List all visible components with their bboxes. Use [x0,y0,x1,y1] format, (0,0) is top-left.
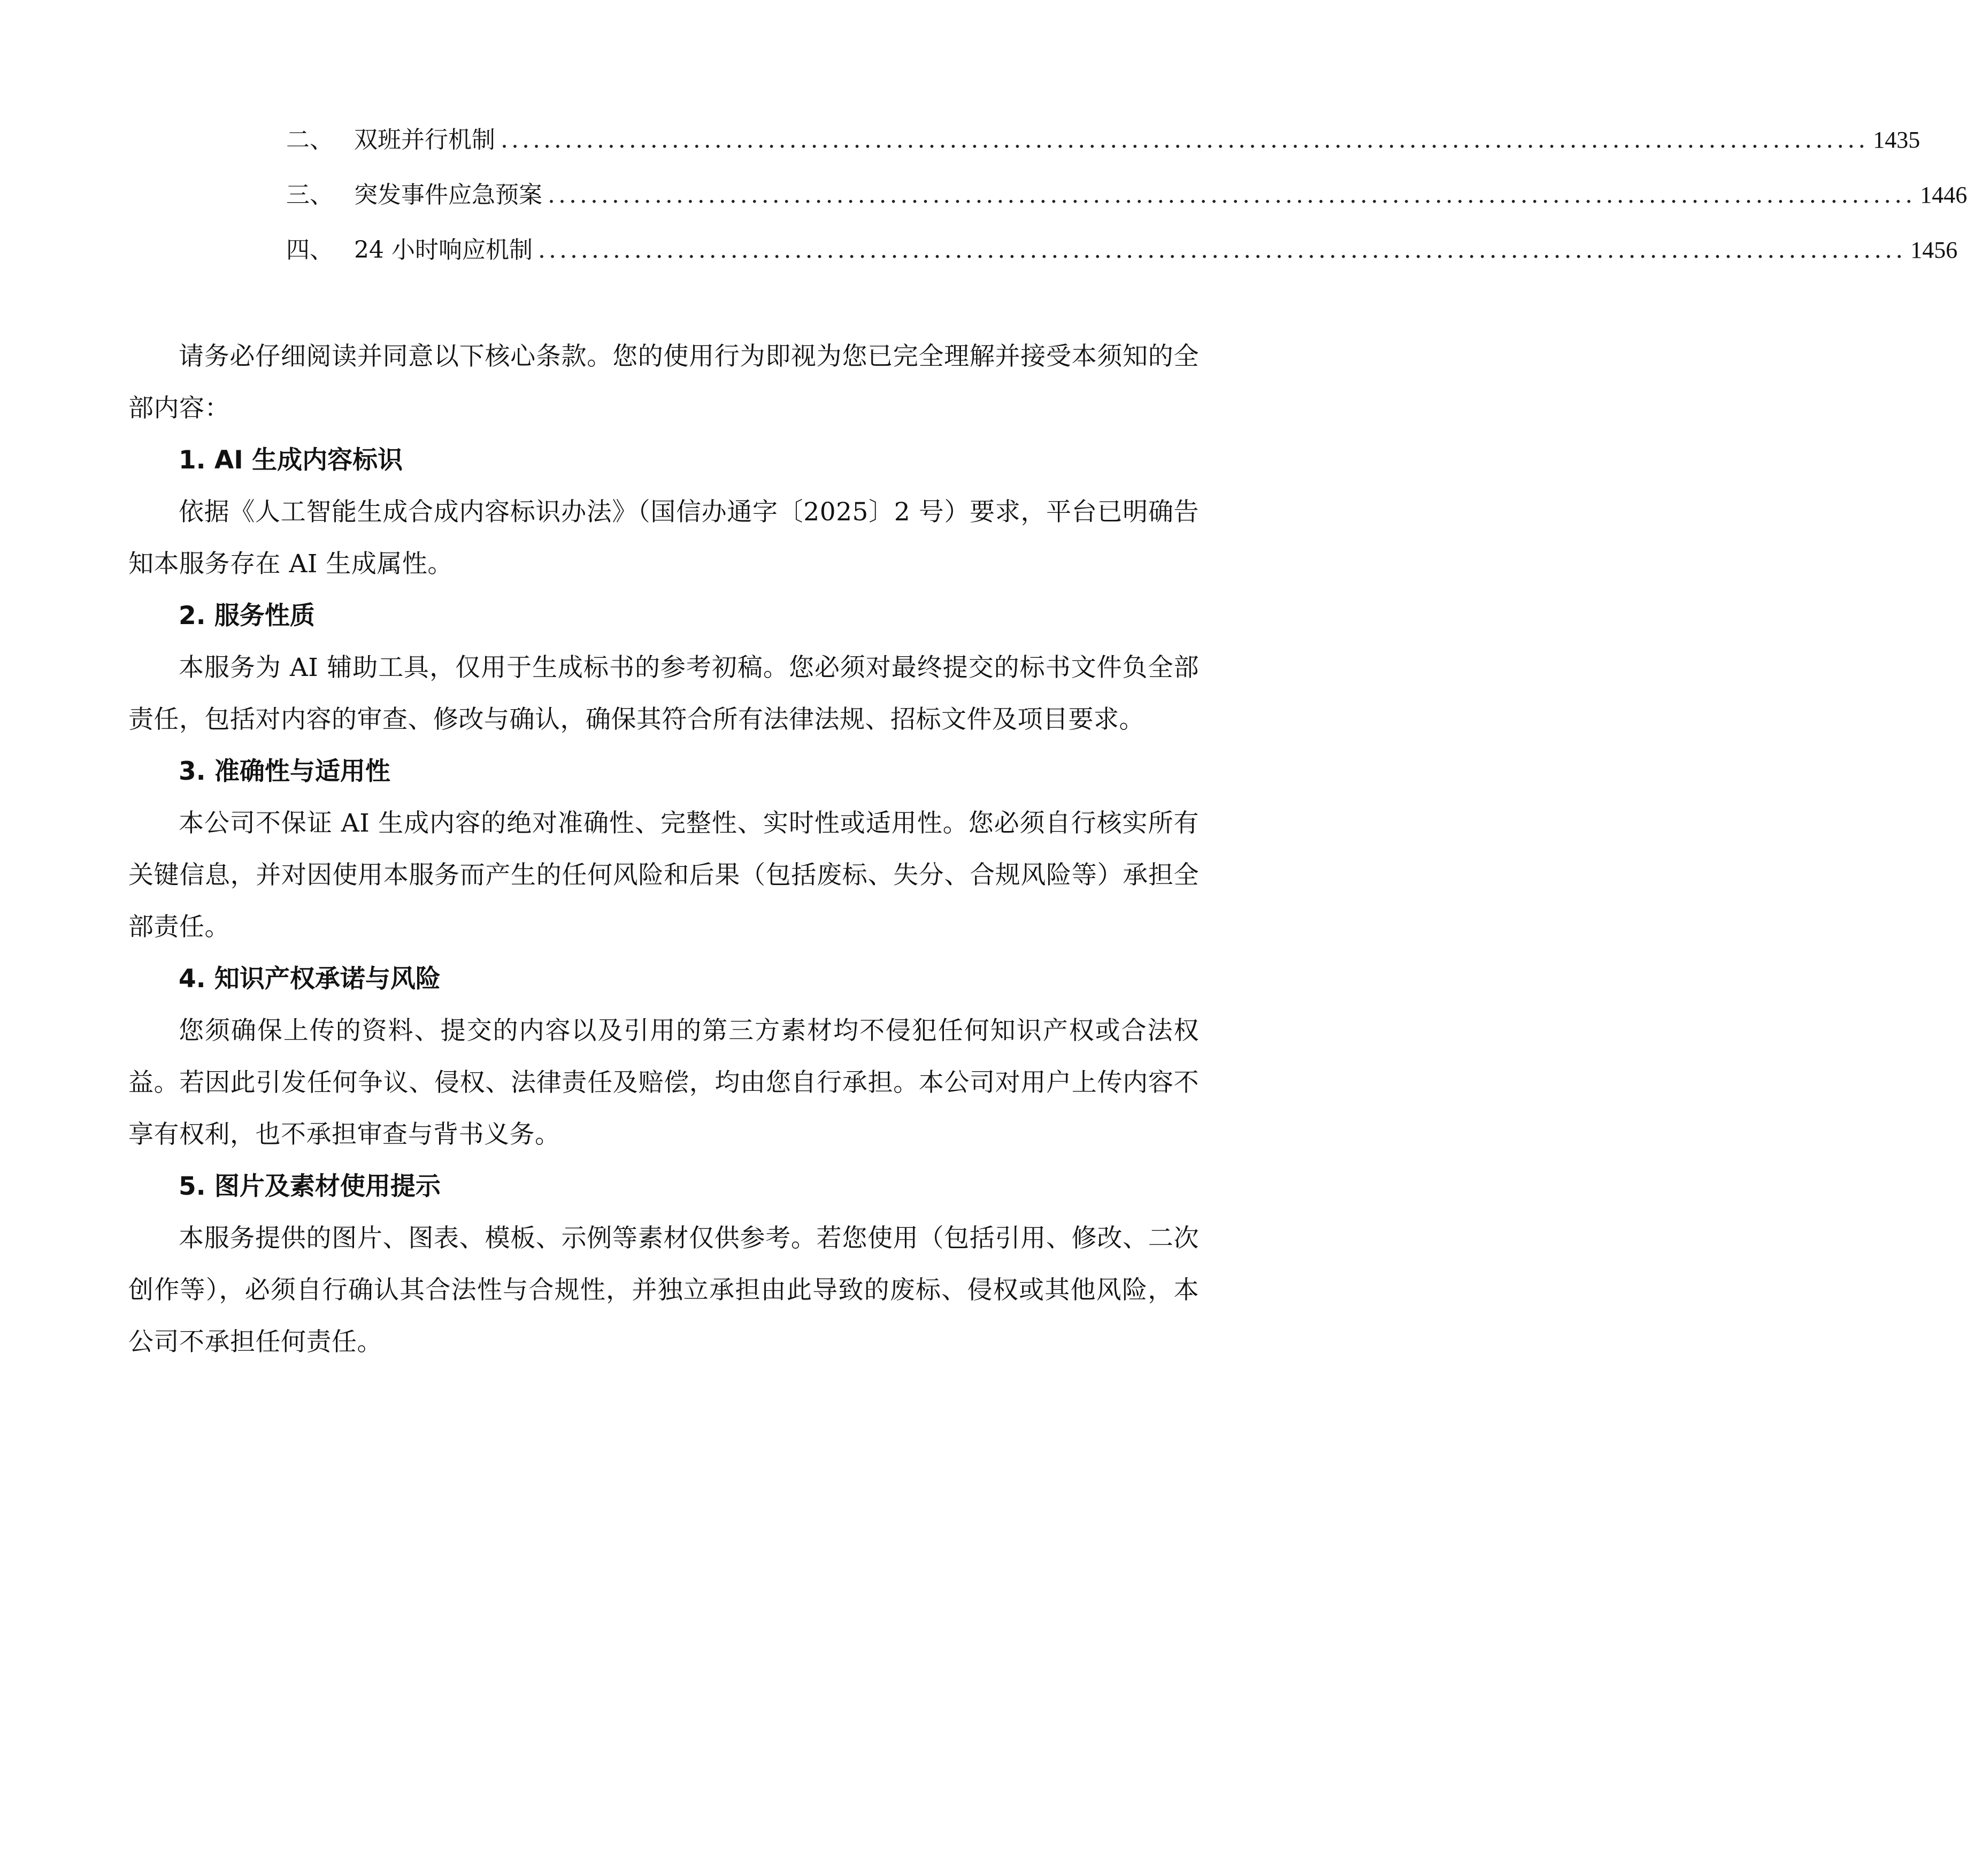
intro-paragraph: 请务必仔细阅读并同意以下核心条款。您的使用行为即视为您已完全理解并接受本须知的全部内容： [128,342,1199,423]
section-heading-ai-label: 1. AI 生成内容标识 [179,445,403,475]
notice-content [128,330,1199,1368]
toc-entry-number: 四、 [286,236,333,264]
toc-entry[interactable] [286,234,1958,289]
toc-entry-page: 1435 [1873,127,1920,153]
section-heading-service-nature: 2. 服务性质 [179,601,315,631]
table-of-contents [286,124,1967,289]
section-body-ai-label: 依据《人工智能生成合成内容标识办法》（国信办通字〔2025〕2 号）要求，平台已明确告知本服务存在 AI 生成属性。 [128,497,1199,579]
toc-entry[interactable] [286,179,1967,234]
toc-entry-title: 双班并行机制 [354,126,495,153]
section-body-ip-risk: 您须确保上传的资料、提交的内容以及引用的第三方素材均不侵犯任何知识产权或合法权益。若因此引发任何争议、侵权、法律责任及赔偿，均由您自行承担。本公司对用户上传内容不享有权利，也不承担审查与背书义务。 [128,1016,1199,1149]
toc-entry-page: 1446 [1920,182,1967,208]
toc-dot-leader: ................................................................................................................................ [548,181,1916,209]
section-body-image-usage: 本服务提供的图片、图表、模板、示例等素材仅供参考。若您使用（包括引用、修改、二次创作等），必须自行确认其合法性与合规性，并独立承担由此导致的废标、侵权或其他风险，本公司不承担任何责任。 [128,1224,1199,1357]
toc-dot-leader: ................................................................................................................................ [501,126,1869,153]
toc-entry-page: 1456 [1910,237,1958,263]
section-heading-ip-risk: 4. 知识产权承诺与风险 [179,964,441,994]
section-heading-accuracy: 3. 准确性与适用性 [179,757,390,786]
toc-entry-title: 突发事件应急预案 [354,181,542,209]
toc-entry[interactable] [286,124,1920,179]
toc-dot-leader: ................................................................................................................................ [537,236,1907,264]
section-body-accuracy: 本公司不保证 AI 生成内容的绝对准确性、完整性、实时性或适用性。您必须自行核实所有关键信息，并对因使用本服务而产生的任何风险和后果（包括废标、失分、合规风险等）承担全部责任。 [128,809,1199,942]
toc-entry-number: 二、 [286,126,333,153]
section-heading-image-usage: 5. 图片及素材使用提示 [179,1172,441,1201]
toc-entry-number: 三、 [286,181,333,209]
toc-entry-title: 24 小时响应机制 [354,236,533,264]
section-body-service-nature: 本服务为 AI 辅助工具，仅用于生成标书的参考初稿。您必须对最终提交的标书文件负全部责任，包括对内容的审查、修改与确认，确保其符合所有法律法规、招标文件及项目要求。 [128,653,1199,734]
